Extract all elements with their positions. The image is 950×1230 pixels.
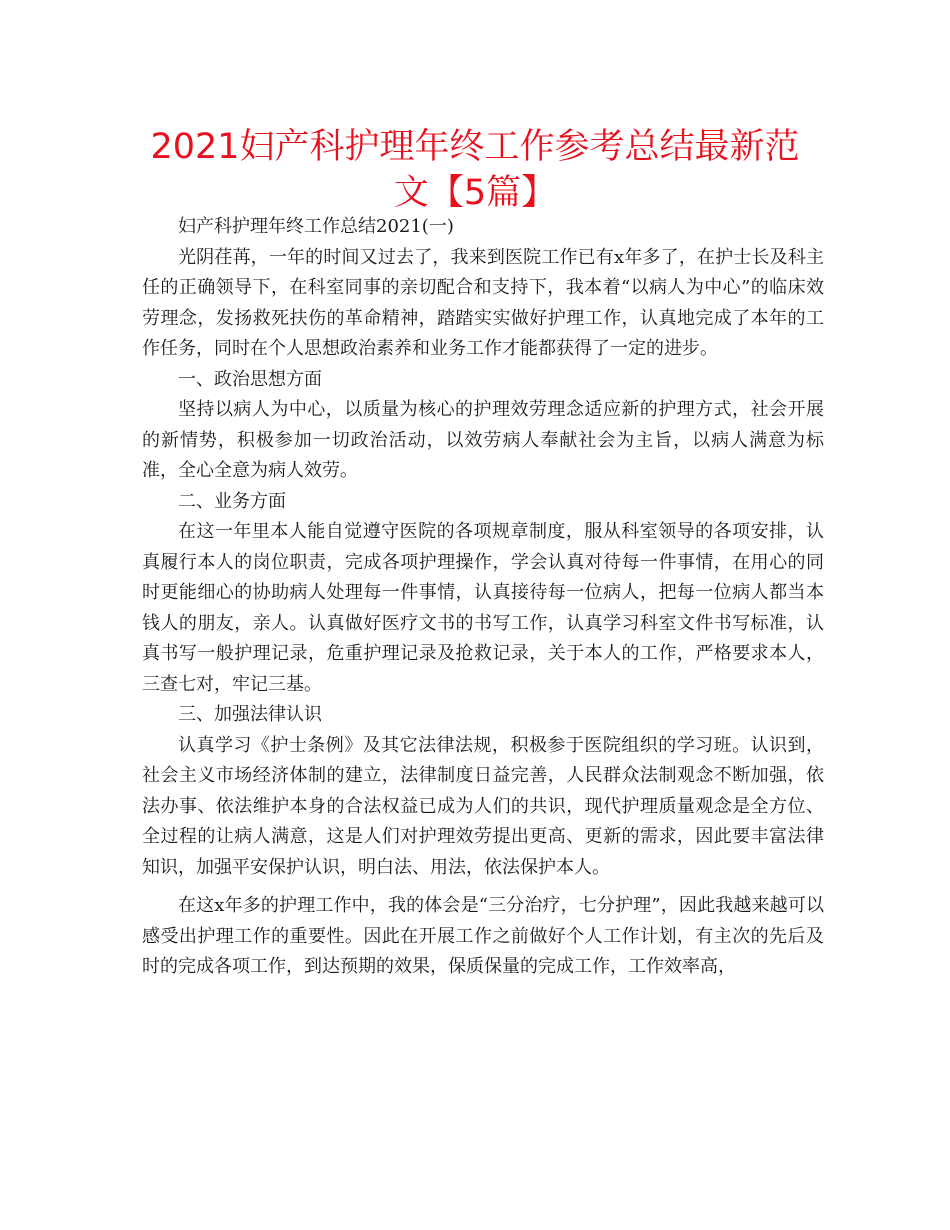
section-heading-business: 二、业务方面: [178, 490, 286, 512]
paragraph-gap: [142, 883, 824, 891]
closing-paragraph: 在这x年多的护理工作中，我的体会是“三分治疗，七分护理”，因此我越来越可以感受出护理工作的重要性。因此在开展工作之前做好个人工作计划，有主次的先后及时的完成各项工作，到达预期的效果，保质保量的完成工作，工作效率高，: [142, 895, 824, 977]
section-heading-law: 三、加强法律认识: [178, 704, 322, 725]
section-paragraph-law: 认真学习《护士条例》及其它法律法规，积极参于医院组织的学习班。认识到，社会主义市场经济体制的建立，法律制度日益完善，人民群众法制观念不断加强，依法办事、依法维护本身的合法权益已成为人们的共识，现代护理质量观念是全方位、全过程的让病人满意，这是人们对护理效劳提出更高、更新的需求，因此要丰富法律知识，加强平安保护认识，明白法、用法，依法保护本人。: [142, 734, 824, 878]
section-paragraph-politics: 坚持以病人为中心，以质量为核心的护理效劳理念适应新的护理方式，社会开展的新情势，积极参加一切政治活动，以效劳病人奉献社会为主旨，以病人满意为标准，全心全意为病人效劳。: [142, 399, 824, 481]
section-heading-politics: 一、政治思想方面: [178, 368, 322, 390]
section-paragraph-business: 在这一年里本人能自觉遵守医院的各项规章制度，服从科室领导的各项安排，认真履行本人的岗位职责，完成各项护理操作，学会认真对待每一件事情，在用心的同时更能细心的协助病人处理每一件事情，认真接待每一位病人，把每一位病人都当本钱人的朋友，亲人。认真做好医疗文书的书写工作，认真学习科室文件书写标准，认真书写一般护理记录，危重护理记录及抢救记录，关于本人的工作，严格要求本人，三查七对，牢记三基。: [142, 521, 824, 695]
document-title: 2021妇产科护理年终工作参考总结最新范文【5篇】: [150, 127, 800, 213]
document-body: [142, 212, 824, 983]
document-subtitle: 妇产科护理年终工作总结2021(一): [178, 216, 454, 237]
intro-paragraph: 光阴荏苒，一年的时间又过去了，我来到医院工作已有x年多了，在护士长及科主任的正确领导下，在科室同事的亲切配合和支持下，我本着“以病人为中心”的临床效劳理念，发扬救死扶伤的革命精神，踏踏实实做好护理工作，认真地完成了本年的工作任务，同时在个人思想政治素养和业务工作才能都获得了一定的进步。: [142, 246, 824, 359]
